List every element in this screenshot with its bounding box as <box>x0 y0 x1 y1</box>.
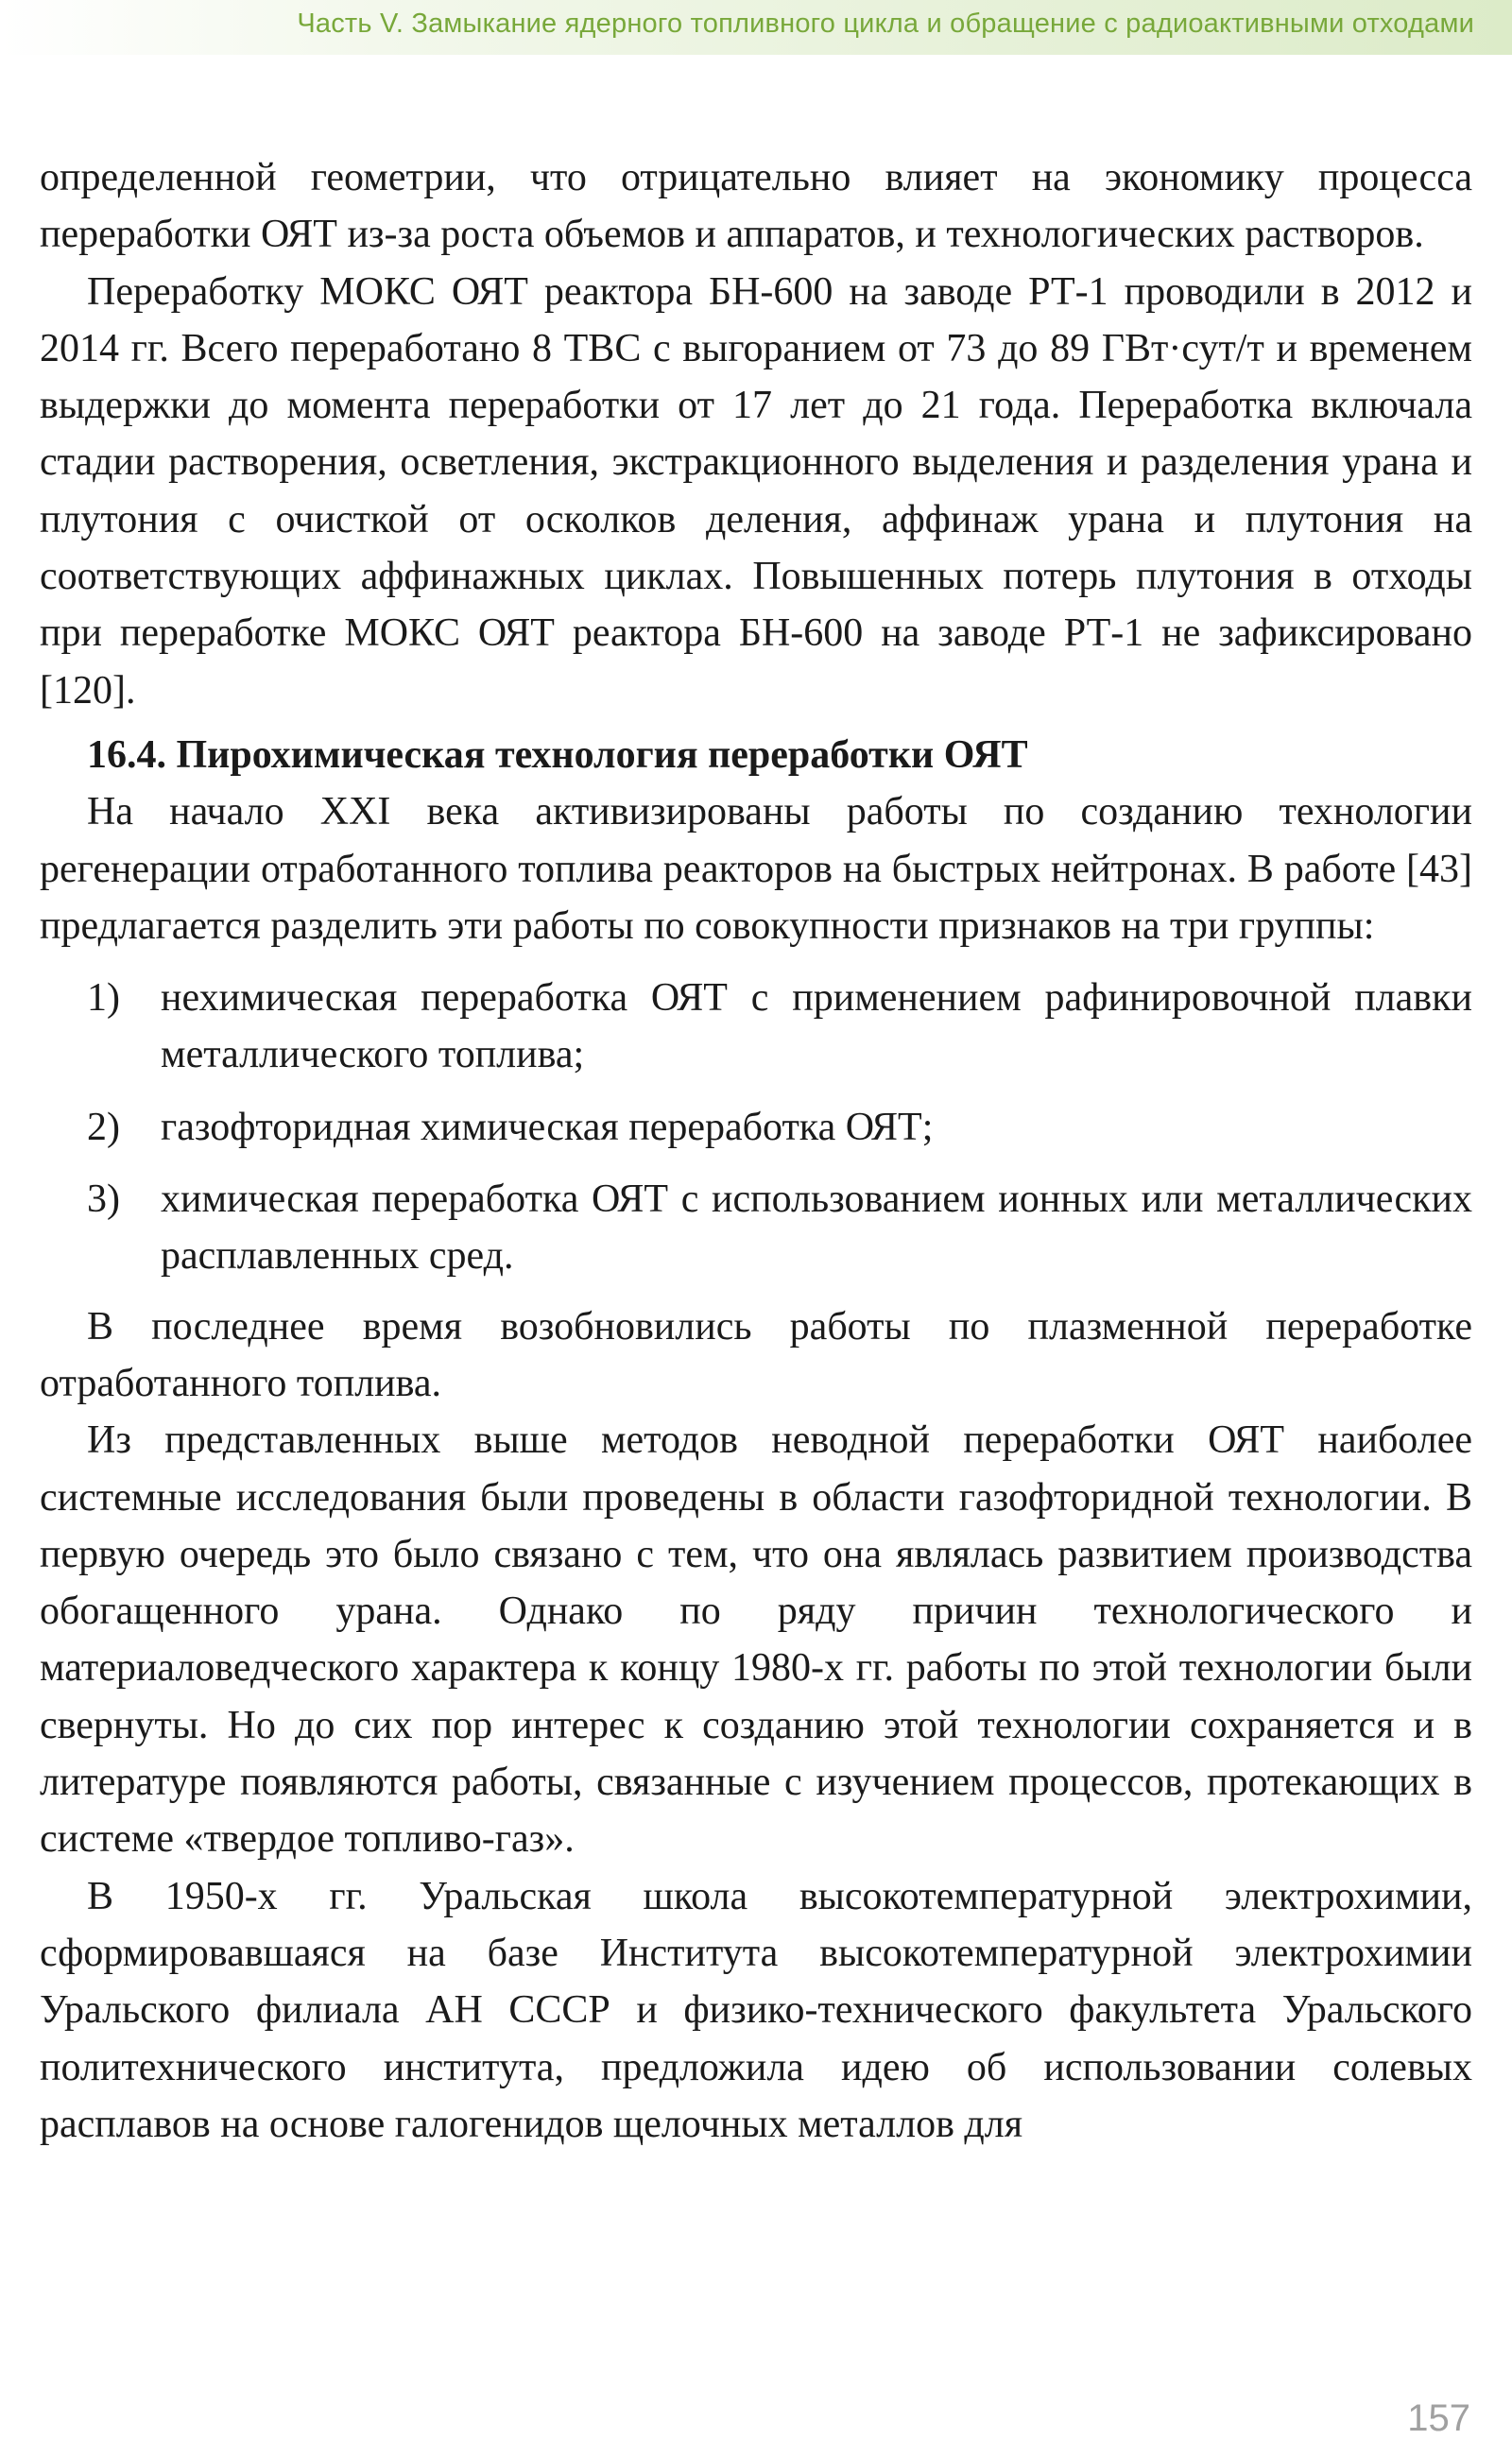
list-item-text: газофторидная химическая переработка ОЯТ; <box>161 1105 934 1149</box>
list-item-number: 2) <box>87 1105 120 1149</box>
paragraph-section-intro: На начало XXI века активизированы работы по созданию технологии регенерации отработанного топлива реакторов на быстрых нейтронах. В работе [43] предлагается разделить эти работы по совокупности признаков на три группы: <box>40 790 1472 948</box>
list-item-text: нехимическая переработка ОЯТ с применением рафинировочной плавки металлического топлива; <box>161 976 1472 1077</box>
page-number: 157 <box>1407 2397 1470 2439</box>
paragraph-moks-processing: Переработку МОКС ОЯТ реактора БН-600 на заводе РТ-1 проводили в 2012 и 2014 гг. Всего переработано 8 ТВС с выгоранием от 73 до 89 ГВт·сут/т и временем выдержки до момента переработки от 17 лет до 21 года. Переработка включала стадии растворения, осветления, экстракционного выделения и разделения урана и плутония с очисткой от осколков деления, аффинаж урана и плутония на соответствующих аффинажных циклах. Повышенных потерь плутония в отходы при переработке МОКС ОЯТ реактора БН-600 на заводе РТ-1 не зафиксировано [120]. <box>40 269 1472 713</box>
running-header <box>0 0 1512 55</box>
list-item-number: 1) <box>87 976 120 1021</box>
list-item <box>40 1171 1472 1285</box>
list-item-number: 3) <box>87 1177 120 1222</box>
list-item <box>40 1099 1472 1156</box>
paragraph-ural-school: В 1950-х гг. Уральская школа высокотемпературной электрохимии, сформировавшаяся на базе Института высокотемпературной электрохимии Уральского филиала АН СССР и физико-технического факультета Уральского политехнического института, предложила идею об использовании солевых расплавов на основе галогенидов щелочных металлов для <box>40 1874 1472 2146</box>
list-item <box>40 970 1472 1084</box>
paragraph-continuation: определенной геометрии, что отрицательно влияет на экономику процесса переработки ОЯТ из-за роста объемов и аппаратов, и технологических растворов. <box>40 156 1472 257</box>
numbered-list <box>40 970 1472 1284</box>
list-item-text: химическая переработка ОЯТ с использованием ионных или металлических расплавленных сред. <box>161 1177 1472 1279</box>
page-body <box>40 149 1472 2153</box>
paragraph-plasma: В последнее время возобновились работы по плазменной переработке отработанного топлива. <box>40 1304 1472 1405</box>
paragraph-gas-fluoride: Из представленных выше методов неводной переработки ОЯТ наиболее системные исследования были проведены в области газофторидной технологии. В первую очередь это было связано с тем, что она являлась развитием производства обогащенного урана. Однако по ряду причин технологического и материаловедческого характера к концу 1980-х гг. работы по этой технологии были свернуты. Но до сих пор интерес к созданию этой технологии сохраняется и в литературе появляются работы, связанные с изучением процессов, протекающих в системе «твердое топливо-газ». <box>40 1418 1472 1862</box>
section-heading: 16.4. Пирохимическая технология переработки ОЯТ <box>87 732 1028 777</box>
running-header-title: Часть V. Замыкание ядерного топливного цикла и обращение с радиоактивными отходами <box>297 9 1474 39</box>
